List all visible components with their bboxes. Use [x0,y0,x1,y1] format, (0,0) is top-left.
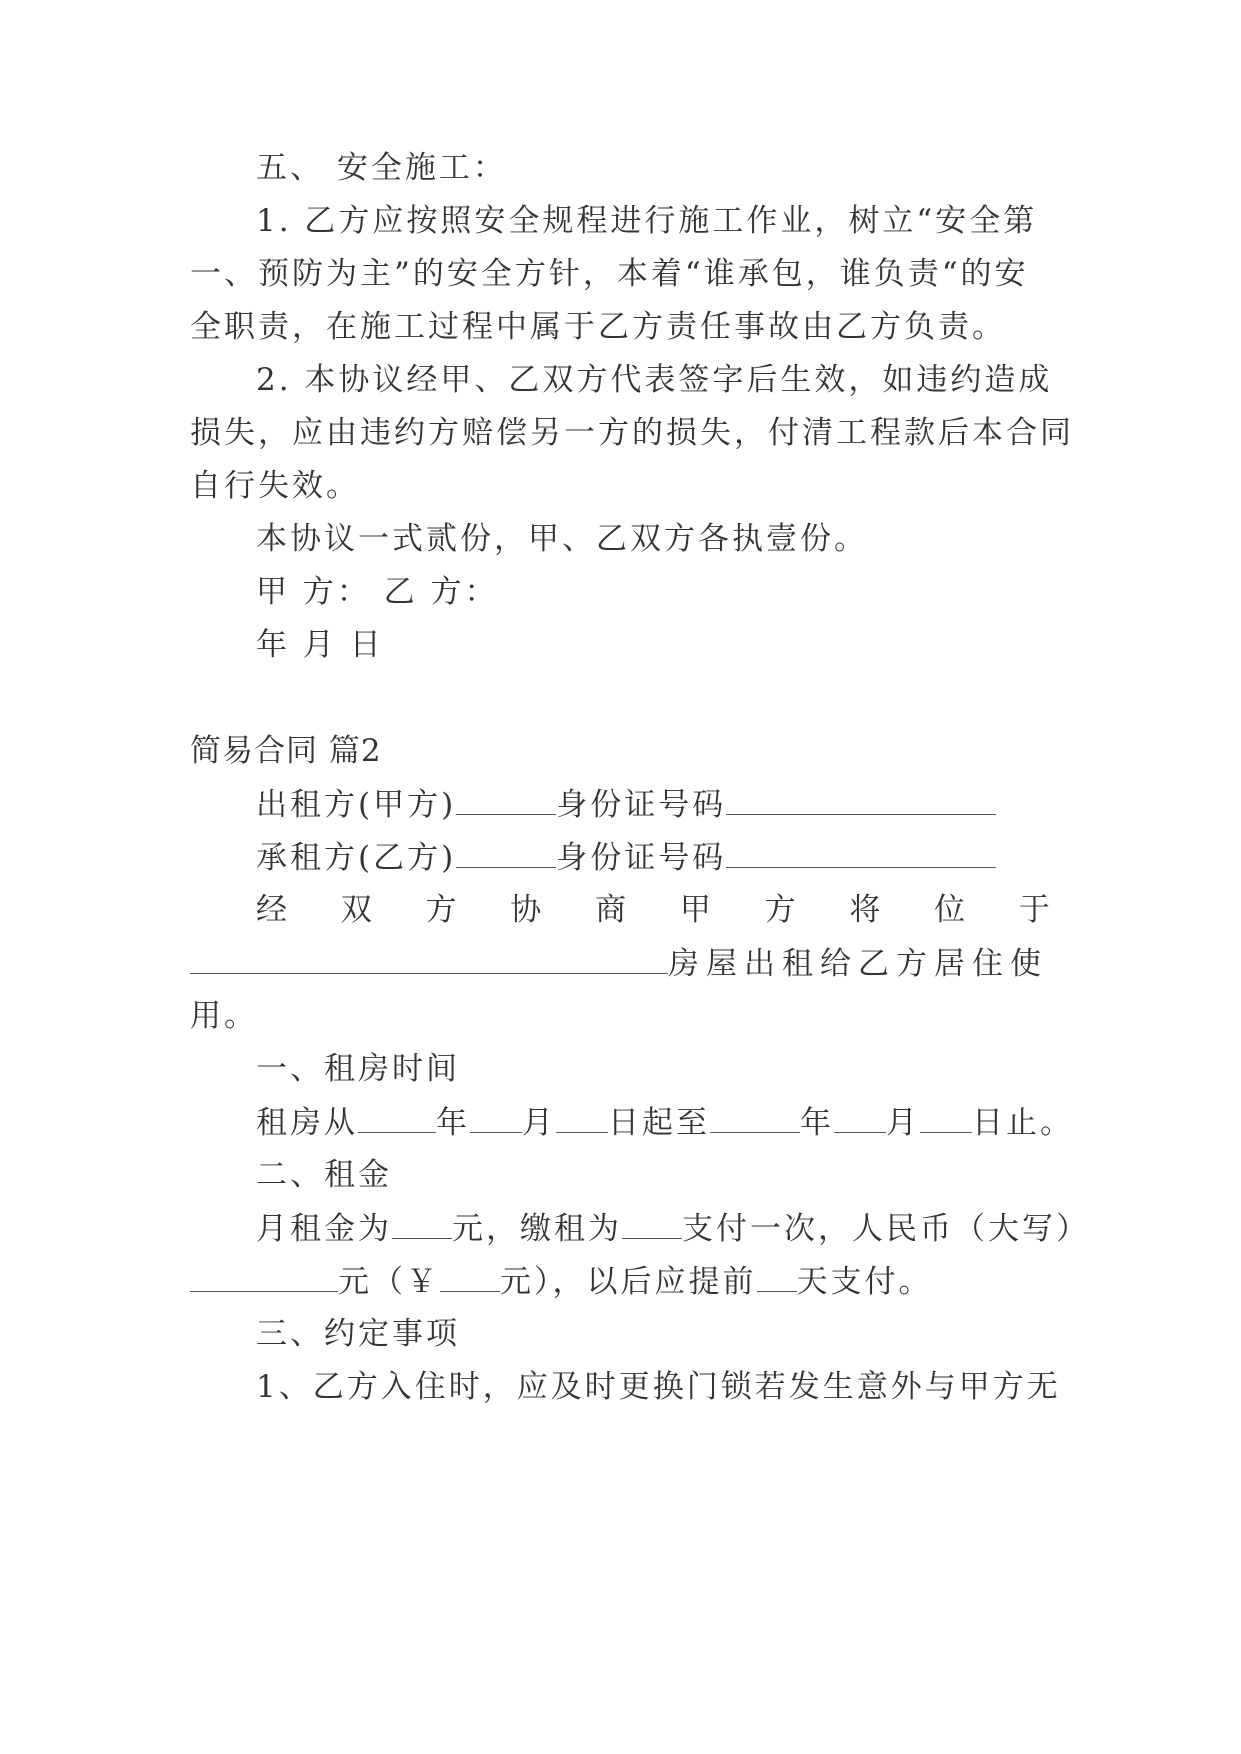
section5-heading: 五、 安全施工： [256,150,507,186]
day-from-label: 日起至 [608,1105,710,1141]
monthly-rent-blank [392,1208,452,1239]
lessee-label: 承租方(乙方) [256,840,457,876]
month-label: 月 [522,1105,556,1141]
house-rental-text: 房屋出租给乙方居住使 [668,946,1048,982]
agree-char: 商 [595,892,627,928]
section5-item1-line3: 全职责，在施工过程中属于乙方责任事故由乙方负责。 [190,309,1006,345]
agree-char: 双 [340,892,372,928]
house-address-blank [190,943,668,974]
agree-char: 协 [510,892,542,928]
yuan-label: 元（￥ [338,1264,440,1300]
lessor-name-blank [456,784,556,815]
section5-item2-line3: 自行失效。 [190,468,360,504]
contract2-title: 简易合同 篇2 [190,733,382,769]
year-label: 年 [436,1105,470,1141]
payment-label: 元，缴租为 [452,1211,622,1247]
agree-char: 方 [764,892,796,928]
day-to-label: 日止。 [972,1105,1074,1141]
signature-parties: 甲 方： 乙 方： [256,574,499,610]
section5-item1-line2: 一、预防为主”的安全方针，本着“谁承包，谁负责“的安 [190,256,1029,292]
section5-item2-line2: 损失，应由违约方赔偿另一方的损失，付清工程款后本合同 [190,415,1074,451]
payment-period-blank [622,1208,682,1239]
rent-from-label: 租房从 [256,1105,358,1141]
rent-amount-line2 [190,1261,1050,1302]
lessor-id-label: 身份证号码 [556,787,727,823]
agree-char: 方 [425,892,457,928]
agree-char: 甲 [679,892,711,928]
year-label: 年 [800,1105,834,1141]
agree-char: 位 [934,892,966,928]
rental-period-line [256,1102,1116,1143]
lessor-line [256,784,1116,825]
monthly-rent-label: 月租金为 [256,1211,392,1247]
advance-label: 元），以后应提前 [500,1264,757,1300]
start-day-blank [556,1102,608,1133]
section2-heading: 二、租金 [256,1157,392,1193]
copies-statement: 本协议一式贰份，甲、乙双方各执壹份。 [256,521,868,557]
section5-item2-line1: 2. 本协议经甲、乙双方代表签字后生效，如违约造成 [256,362,1053,398]
section3-heading: 三、约定事项 [256,1316,460,1352]
advance-days-blank [757,1261,797,1292]
rent-amount-line [256,1208,1116,1249]
lessor-label: 出租方(甲方) [256,787,457,823]
agree-char: 将 [849,892,881,928]
section5-item1-line1: 1. 乙方应按照安全规程进行施工作业，树立“安全第 [256,203,1038,239]
signature-date: 年 月 日 [256,627,384,663]
agree-char: 于 [1018,892,1050,928]
lessee-line [256,837,1116,878]
lessee-id-label: 身份证号码 [556,840,727,876]
rent-uppercase-blank [190,1261,338,1292]
agree-char: 经 [256,892,287,928]
start-month-blank [470,1102,522,1133]
days-pay-label: 天支付。 [796,1264,933,1300]
lessee-name-blank [456,837,556,868]
rent-number-blank [440,1261,500,1292]
lessor-id-blank [726,784,996,815]
end-month-blank [834,1102,886,1133]
lessee-id-blank [726,837,996,868]
house-location-end: 用。 [190,998,258,1034]
house-location-line [190,943,1050,984]
month-label: 月 [886,1105,920,1141]
section1-heading: 一、租房时间 [256,1051,460,1087]
end-day-blank [920,1102,972,1133]
start-year-blank [358,1102,436,1133]
section3-item1: 1、乙方入住时，应及时更换门锁若发生意外与甲方无 [256,1369,1061,1405]
pay-once-label: 支付一次，人民币（大写） [682,1211,1090,1247]
end-year-blank [710,1102,800,1133]
agreement-line [256,890,1050,930]
